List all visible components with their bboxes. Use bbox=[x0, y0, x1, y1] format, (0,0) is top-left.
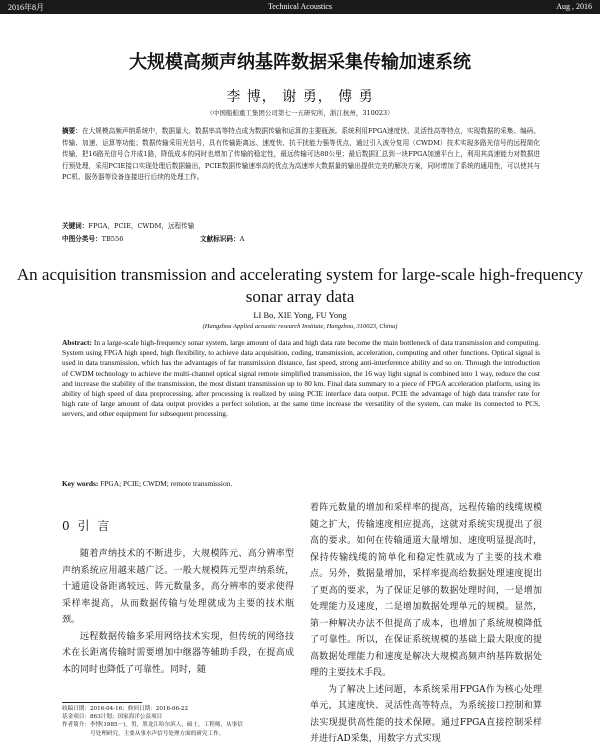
chinese-keywords bbox=[62, 220, 540, 230]
journal-header bbox=[0, 0, 600, 14]
english-abstract-label: Abstract: bbox=[62, 338, 92, 347]
footnote-line: 作者简介：李博(1985－)，男，黑龙江哈尔滨人，硕士，工程师，从事信 bbox=[62, 722, 243, 729]
footnote-line: 号处理研究。主要从事水声信号处理方面的研究工作。 bbox=[90, 730, 225, 737]
document-code bbox=[200, 233, 244, 243]
chinese-abstract-label: 摘要： bbox=[62, 127, 82, 135]
chinese-affiliation: （中国船舶重工集团公司第七一五研究所，浙江杭州，310023） bbox=[206, 109, 394, 117]
class-number-value: TB556 bbox=[101, 235, 124, 243]
section-heading-introduction: 0 引 言 bbox=[62, 519, 112, 533]
footnote-line: 基金项目：863计划；国家海洋公益项目 bbox=[62, 714, 163, 721]
english-affiliation: (Hangzhou Applied acoustic research Institute, Hangzhou, 310023, China) bbox=[202, 323, 398, 330]
chinese-title: 大规模高频声纳基阵数据采集传输加速系统 bbox=[129, 52, 471, 73]
chinese-keywords-text: FPGA，PCIE，CWDM，远程传输 bbox=[88, 222, 195, 230]
issue-date-en: Aug , 2016 bbox=[556, 2, 592, 11]
english-keywords-label: Key words: bbox=[62, 479, 99, 488]
english-keywords bbox=[62, 479, 540, 488]
intro-paragraph: 着阵元数量的增加和采样率的提高，远程传输的线缆规模随之扩大，传输速度相应提高，这就对系统实现提出了很高的要求。如何在传输通道大量增加、速度明显提高时，保持传输线缆的简单化和稳定性就成为了主要的技术难点。另外，数据量增加，采样率提高给数据处理速度提出了更高的要求，为了保证足够的数据处理时间，一是增加处理能力及速度，二是增加数据处理单元的规模。显然，第一种解决办法不但提高了成本，也增加了系统规模降低了可靠性。所以，在保证系统规模的基础上最大限度的提高数据处理能力和速度是解决大规模高频声纳基阵数据处理的主要技术手段。 bbox=[310, 503, 542, 678]
footnotes bbox=[62, 705, 294, 738]
footnote-line: 收稿日期：2016-04-16；修回日期：2016-06-22 bbox=[62, 706, 189, 712]
footnote-divider bbox=[62, 702, 142, 703]
document-code-label: 文献标识码： bbox=[200, 235, 240, 243]
intro-right-column bbox=[310, 500, 542, 748]
intro-paragraph: 为了解决上述问题，本系统采用FPGA作为核心处理单元，其速度快、灵活性高等特点，为系统接口控制和算法实现提供高性能的技术保障。通过FPGA直接控制采样并进行AD采集，用数字方式实现 bbox=[310, 684, 542, 744]
english-title: An acquisition transmission and accelerating system for large-scale high-frequency sonar array data bbox=[16, 265, 584, 306]
class-number-label: 中图分类号： bbox=[62, 235, 102, 243]
english-authors: LI Bo, XIE Yong, FU Yong bbox=[253, 310, 347, 320]
chinese-authors: 李 博， 谢 勇， 傅 勇 bbox=[226, 89, 374, 105]
intro-paragraph: 远程数据传输多采用网络技术实现，但传统的网络技术在长距离传输时需要增加中继器等辅助手段，在提高成本的同时也降低了可靠性。同时，随 bbox=[62, 631, 294, 675]
intro-paragraph: 随着声纳技术的不断进步，大规模阵元、高分辨率型声纳系统应用越来越广泛。一般大规模阵元型声纳系统，十通道设备距离较远、阵元数量多，高分辨率的要求使得采样率提高，从而数据传输与处理就成为主要的技术瓶颈。 bbox=[62, 549, 294, 625]
chinese-keywords-label: 关键词： bbox=[62, 222, 89, 230]
document-code-value: A bbox=[239, 235, 245, 243]
english-abstract-text: In a large-scale high-frequency sonar system, large amount of data and high data rate become the main bottleneck of data transmission and computing. System using FPGA high speed, high flexibility, to achieve data acquisition, coding, transmission, acceleration, computing and other functions. Optical signal is used in data transmission, which has the advantages of far transmission distance, fast speed, strong anti-interference ability and so on. Through the introduction of CWDM technology to achieve the multi-channel optical signal remote simplified transmission, the 16 way light signal is combined into 1 way, reduce the cost and increase the stability of the transmission, the most distant transmission up to 80 km. Final data summary to a piece of FPGA acceleration platform, using its ability of high speed of data preprocessing, after processing is realized by using PCIE interface data output. PCIE the advantage of high data transfer rate for high rate of large amount of data output provides a perfect solution, at the same time increase the versatility of the system, can make its connected to PCS, servers, and other equipment for subsequent processing. bbox=[62, 338, 540, 419]
issue-date-cn: 2016年8月 bbox=[8, 3, 44, 12]
intro-left-column bbox=[62, 546, 294, 678]
chinese-abstract bbox=[62, 126, 540, 184]
english-keywords-text: FPGA; PCIE; CWDM; remote transmission. bbox=[100, 479, 233, 488]
journal-name: Technical Acoustics bbox=[267, 2, 333, 11]
classification-line bbox=[62, 233, 540, 243]
chinese-abstract-text: 在大规模高频声纳系统中，数据量大、数据率高等特点成为数据传输和运算的主要瓶颈。系统利用FPGA速度快、灵活性高等特点，实现数据的采集、编码、传输、加速、运算等功能；数据传输采用光信号，具有传输距离远、速度快、抗干扰能力强等优点，通过引入波分复用（CWDM）技术实现多路光信号的远程简化传输，把16路光信号合并成1路，降低成本的同时也增加了传输的稳定性，最远传输可达80公里；最后数据汇总到一块FPGA加速平台上，利用其高速能力对数据进行预处理，采用PCIE接口实现处理后数据输出，PCIE数据传输速率高的优点为高速率大数据量的输出提供完美的解决方案，同时增加了系统的通用性，可以使其与PC机、服务器等设备连接进行后续的处理工作。 bbox=[62, 127, 541, 181]
english-abstract bbox=[62, 338, 540, 420]
